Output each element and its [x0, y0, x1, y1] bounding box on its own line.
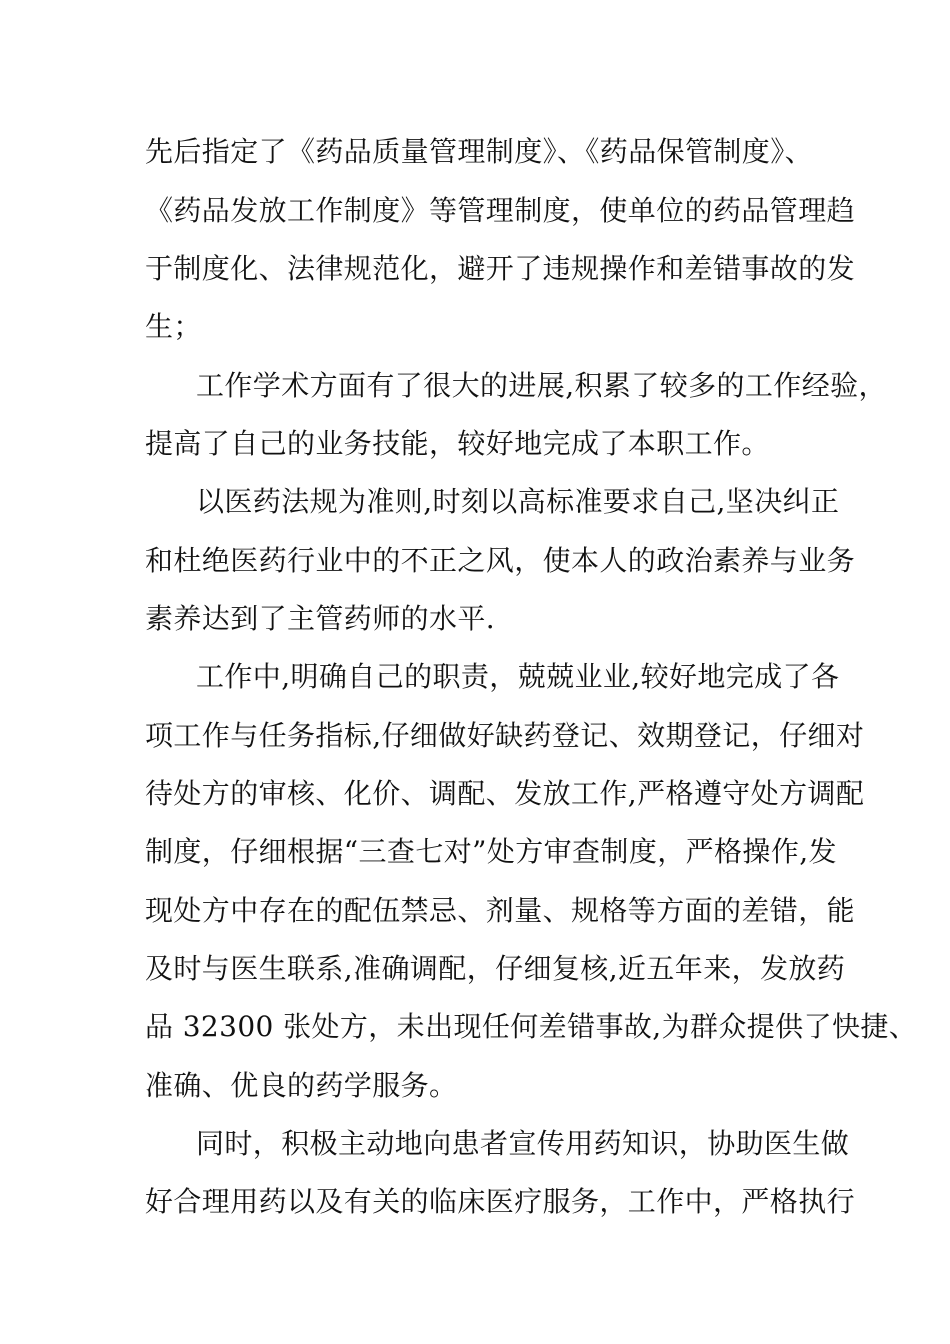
text-line: 以医药法规为准则,时刻以高标准要求自己,坚决纠正	[196, 485, 840, 518]
text-line: 工作学术方面有了很大的进展,积累了较多的工作经验，	[196, 369, 887, 402]
text-line: 工作中,明确自己的职责，兢兢业业,较好地完成了各	[196, 660, 840, 693]
text-line: 制度，仔细根据“三查七对”处方审查制度，严格操作,发	[145, 835, 837, 868]
text-line: 及时与医生联系,准确调配，仔细复核,近五年来，发放药	[145, 952, 846, 985]
text-line: 项工作与任务指标,仔细做好缺药登记、效期登记，仔细对	[145, 719, 865, 752]
text-line: 素养达到了主管药师的水平.	[145, 602, 496, 635]
text-line: 待处方的审核、化价、调配、发放工作,严格遵守处方调配	[145, 777, 865, 810]
text-line: 好合理用药以及有关的临床医疗服务，工作中，严格执行	[145, 1185, 856, 1218]
text-line: 品 32300 张处方，未出现任何差错事故,为群众提供了快捷、	[145, 1010, 918, 1043]
text-line: 和杜绝医药行业中的不正之风，使本人的政治素养与业务	[145, 544, 856, 577]
text-line: 现处方中存在的配伍禁忌、剂量、规格等方面的差错，能	[145, 894, 856, 927]
text-line: 准确、优良的药学服务。	[145, 1069, 458, 1102]
text-line: 《药品发放工作制度》等管理制度，使单位的药品管理趋	[145, 194, 856, 227]
text-line: 同时，积极主动地向患者宣传用药知识，协助医生做	[196, 1127, 850, 1160]
text-line: 于制度化、法律规范化，避开了违规操作和差错事故的发	[145, 252, 856, 285]
text-line: 先后指定了《药品质量管理制度》、《药品保管制度》、	[145, 135, 814, 168]
text-line: 生；	[145, 310, 202, 343]
text-line: 提高了自己的业务技能，较好地完成了本职工作。	[145, 427, 770, 460]
